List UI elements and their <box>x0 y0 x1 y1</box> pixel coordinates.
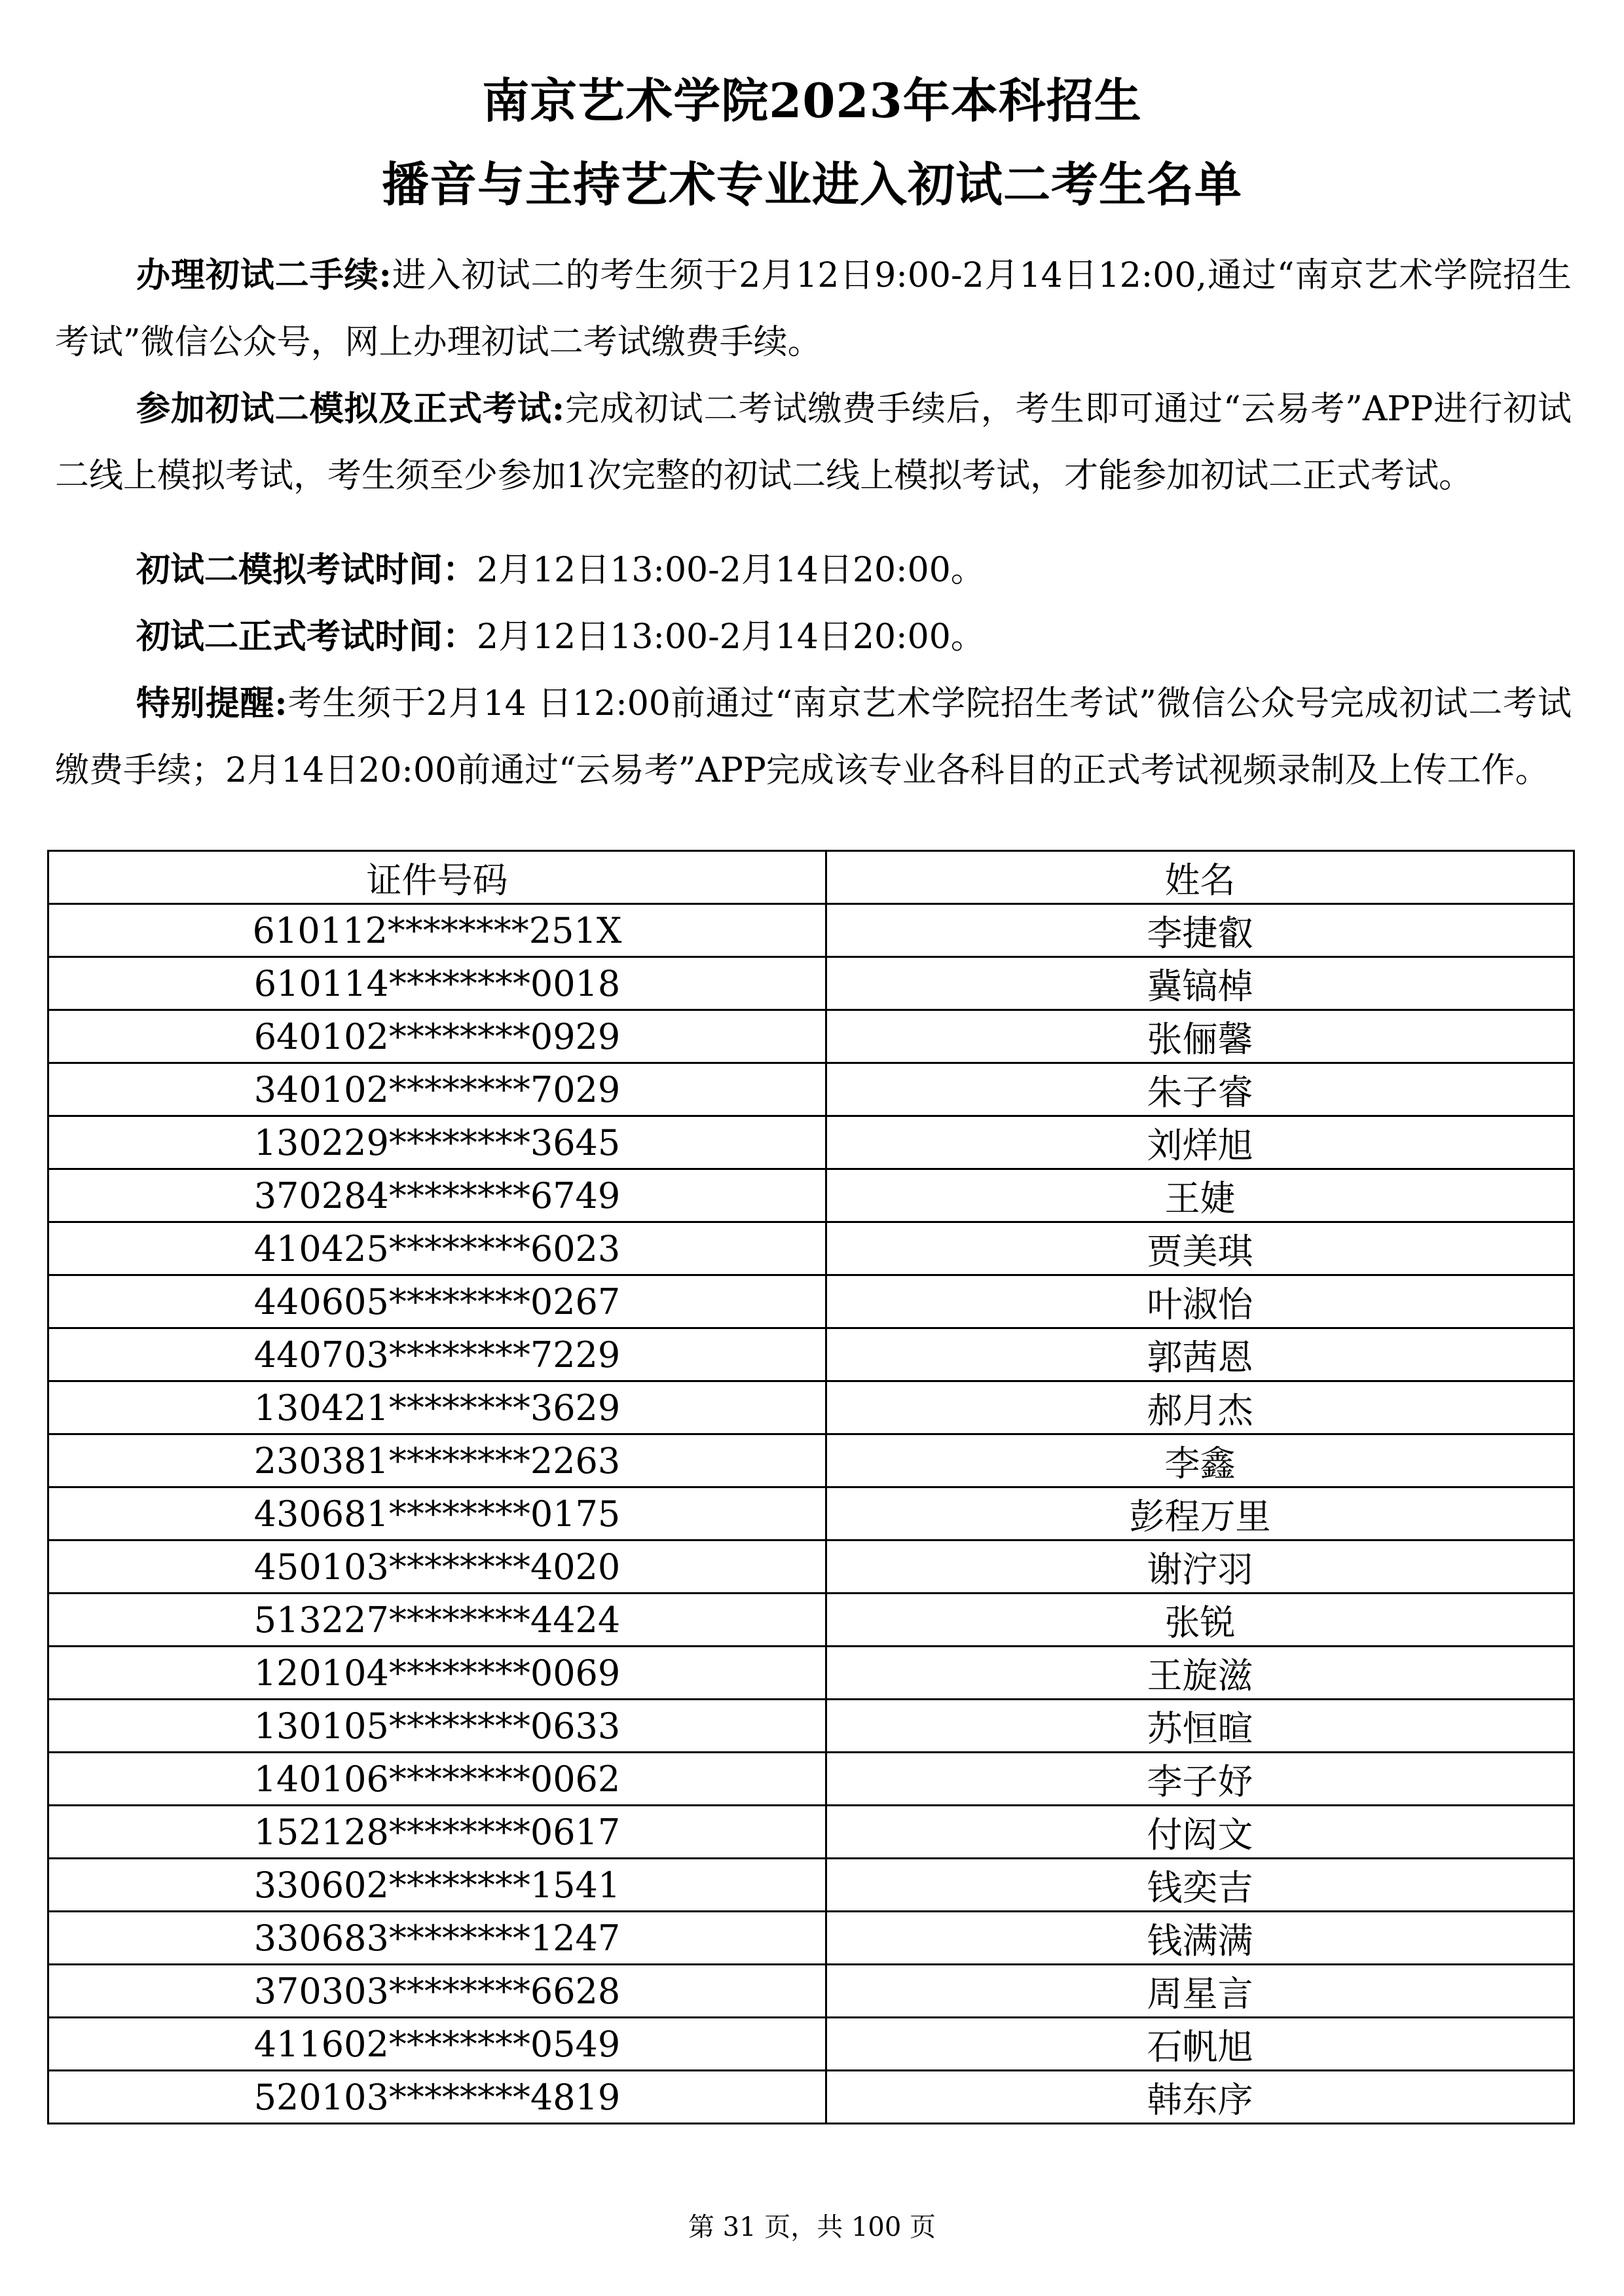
id-number-cell: 370284********6749 <box>48 1169 826 1222</box>
table-row <box>48 904 1574 957</box>
name-cell: 石帆旭 <box>826 2018 1574 2071</box>
table-row <box>48 1965 1574 2018</box>
table-row <box>48 1381 1574 1434</box>
document-title-line-2: 播音与主持艺术专业进入初试二考生名单 <box>381 156 1242 212</box>
notice-exam-participation <box>55 376 1572 509</box>
document-title-line-1: 南京艺术学院2023年本科招生 <box>482 73 1142 128</box>
notice-text: 进入初试二的考生须于2月12日9:00-2月14日12:00,通过“南京艺术学院招生考试”微信公众号，网上办理初试二考试缴费手续。 <box>55 256 1572 362</box>
id-number-cell: 450103********4020 <box>48 1540 826 1594</box>
id-number-cell: 152128********0617 <box>48 1806 826 1859</box>
id-number-cell: 440605********0267 <box>48 1275 826 1328</box>
notice-text: 考生须于2月14 日12:00前通过“南京艺术学院招生考试”微信公众号完成初试二考试缴费手续；2月14日20:00前通过“云易考”APP完成该专业各科目的正式考试视频录制及上传工作。 <box>55 684 1572 790</box>
id-number-cell: 610114********0018 <box>48 957 826 1010</box>
id-number-cell: 330602********1541 <box>48 1859 826 1912</box>
id-number-cell: 230381********2263 <box>48 1434 826 1487</box>
table-row <box>48 1063 1574 1116</box>
table-row <box>48 1116 1574 1169</box>
id-number-cell: 411602********0549 <box>48 2018 826 2071</box>
candidate-table <box>47 850 1575 2124</box>
name-cell: 付闳文 <box>826 1806 1574 1859</box>
name-cell: 冀镐棹 <box>826 957 1574 1010</box>
id-number-cell: 120104********0069 <box>48 1647 826 1700</box>
id-number-cell: 610112********251X <box>48 904 826 957</box>
id-number-cell: 140106********0062 <box>48 1753 826 1806</box>
id-number-cell: 430681********0175 <box>48 1487 826 1540</box>
name-cell: 彭程万里 <box>826 1487 1574 1540</box>
name-cell: 苏恒暄 <box>826 1700 1574 1753</box>
id-number-cell: 340102********7029 <box>48 1063 826 1116</box>
table-row <box>48 957 1574 1010</box>
notice-lead: 特别提醒: <box>136 683 287 723</box>
table-row <box>48 1912 1574 1965</box>
name-cell: 张锐 <box>826 1594 1574 1647</box>
name-cell: 韩东序 <box>826 2071 1574 2124</box>
id-number-cell: 640102********0929 <box>48 1010 826 1063</box>
notice-lead: 初试二正式考试时间： <box>136 617 477 657</box>
name-cell: 王婕 <box>826 1169 1574 1222</box>
table-row <box>48 2018 1574 2071</box>
notice-mock-exam-time <box>55 537 1572 604</box>
id-number-cell: 513227********4424 <box>48 1594 826 1647</box>
name-cell: 李捷叡 <box>826 904 1574 957</box>
name-cell: 李子妤 <box>826 1753 1574 1806</box>
name-cell: 郭茜恩 <box>826 1328 1574 1381</box>
name-cell: 叶淑怡 <box>826 1275 1574 1328</box>
page-number: 第 31 页，共 100 页 <box>688 2212 936 2242</box>
column-header-name: 姓名 <box>826 851 1574 904</box>
notice-text: 2月12日13:00-2月14日20:00。 <box>477 551 985 590</box>
table-row <box>48 1700 1574 1753</box>
table-row <box>48 1753 1574 1806</box>
notice-lead: 初试二模拟考试时间： <box>136 550 477 590</box>
id-number-cell: 370303********6628 <box>48 1965 826 2018</box>
table-row <box>48 1222 1574 1275</box>
table-row <box>48 1328 1574 1381</box>
table-row <box>48 1594 1574 1647</box>
table-row <box>48 1859 1574 1912</box>
table-row <box>48 2071 1574 2124</box>
id-number-cell: 520103********4819 <box>48 2071 826 2124</box>
name-cell: 张俪馨 <box>826 1010 1574 1063</box>
id-number-cell: 440703********7229 <box>48 1328 826 1381</box>
notice-lead: 办理初试二手续: <box>136 255 392 295</box>
table-header-row <box>48 851 1574 904</box>
table-row <box>48 1487 1574 1540</box>
table-row <box>48 1010 1574 1063</box>
table-row <box>48 1647 1574 1700</box>
name-cell: 钱满满 <box>826 1912 1574 1965</box>
notice-text: 2月12日13:00-2月14日20:00。 <box>477 617 985 657</box>
notice-special-reminder <box>55 670 1572 804</box>
id-number-cell: 130421********3629 <box>48 1381 826 1434</box>
notice-registration <box>55 242 1572 376</box>
table-row <box>48 1540 1574 1594</box>
name-cell: 朱子睿 <box>826 1063 1574 1116</box>
id-number-cell: 410425********6023 <box>48 1222 826 1275</box>
id-number-cell: 130229********3645 <box>48 1116 826 1169</box>
id-number-cell: 130105********0633 <box>48 1700 826 1753</box>
table-row <box>48 1434 1574 1487</box>
name-cell: 周星言 <box>826 1965 1574 2018</box>
table-row <box>48 1275 1574 1328</box>
name-cell: 郝月杰 <box>826 1381 1574 1434</box>
table-row <box>48 1806 1574 1859</box>
name-cell: 李鑫 <box>826 1434 1574 1487</box>
notice-formal-exam-time <box>55 604 1572 670</box>
name-cell: 王旋滋 <box>826 1647 1574 1700</box>
name-cell: 刘烊旭 <box>826 1116 1574 1169</box>
name-cell: 谢泞羽 <box>826 1540 1574 1594</box>
name-cell: 钱奕吉 <box>826 1859 1574 1912</box>
notice-text: 完成初试二考试缴费手续后，考生即可通过“云易考”APP进行初试二线上模拟考试，考生须至少参加1次完整的初试二线上模拟考试，才能参加初试二正式考试。 <box>55 390 1572 496</box>
column-header-id-number: 证件号码 <box>48 851 826 904</box>
table-row <box>48 1169 1574 1222</box>
name-cell: 贾美琪 <box>826 1222 1574 1275</box>
id-number-cell: 330683********1247 <box>48 1912 826 1965</box>
notice-lead: 参加初试二模拟及正式考试: <box>136 389 565 429</box>
